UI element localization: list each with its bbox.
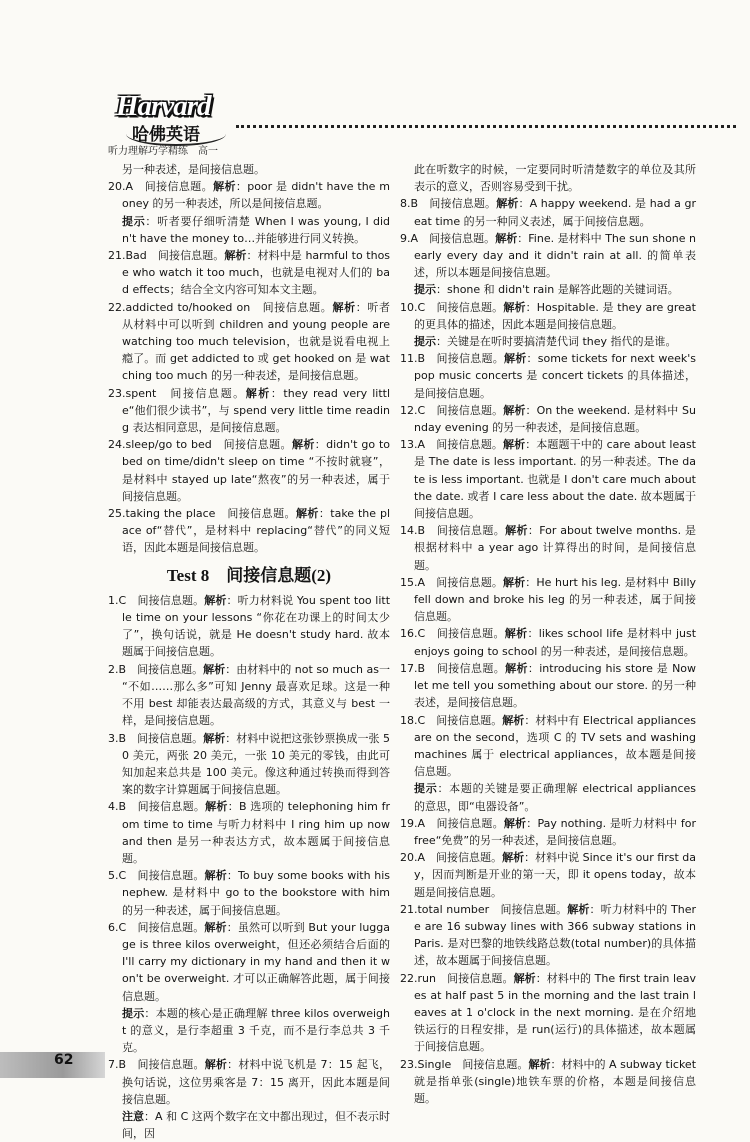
answer-item (400, 230, 696, 282)
item-type: 间接信息题。 (137, 662, 204, 676)
item-number: 5.C (108, 869, 127, 883)
tip-text: ：本题的关键是要正确理解 electrical appliances 的意思，即“电器设备”。 (414, 782, 697, 813)
item-type: 间接信息题。 (170, 386, 246, 400)
item-explanation: ：B 选项的 telephoning him from time to time 与听力材料中 I ring him up now and then 是另一种表达方式，故本题属于间接信息题。 (122, 800, 391, 865)
item-explanation: ：听者从材料中可以听到 children and young people are watching too much television，也就是说看电视上瘾了。而 get addicted to 或 get hooked on 是 watching too much 的另一种表述，是间接信息题。 (122, 300, 391, 383)
answer-item (400, 625, 696, 659)
answer-item (400, 436, 696, 522)
answer-item (400, 815, 696, 849)
tip-keyword: 提示 (414, 782, 438, 796)
item-type: 间接信息题。 (436, 300, 504, 314)
answer-item (400, 901, 696, 970)
tip-note (108, 1108, 390, 1142)
logo-subtitle: 听力理解巧学精练 高一 (108, 146, 218, 157)
item-explanation: ：introducing his store 是 Now let me tell you something about our store. 的另一种表述，是间接信息题。 (414, 661, 697, 710)
item-number: 21.Bad (108, 249, 147, 263)
item-type: 间接信息题。 (137, 731, 204, 745)
tip-text: ：A 和 C 这两个数字在文中都出现过，但不表示时间，因 (122, 1109, 390, 1141)
answer-item (108, 299, 390, 385)
item-type: 间接信息题。 (436, 575, 503, 589)
item-explanation: ：本题题干中的 care about least 是 The date is less important. 的另一种表述。The date is less important. 也就是 I don't care much about the date. 或者 I care less about the date. 故本题属于间接信息题。 (414, 438, 697, 521)
item-number: 12.C (400, 403, 426, 417)
answer-item (108, 505, 390, 557)
item-type: 间接信息题。 (137, 593, 205, 607)
item-number: 11.B (400, 352, 426, 366)
item-type: 间接信息题。 (436, 661, 506, 675)
answer-item (108, 247, 390, 299)
item-number: 20.A (108, 180, 134, 194)
answer-item (108, 867, 390, 919)
item-explanation: ：some tickets for next week's pop music concerts 是 concert tickets 的具体描述，是间接信息题。 (414, 352, 697, 400)
item-number: 23.Single (400, 1057, 452, 1071)
answer-item (108, 178, 390, 212)
analysis-keyword: 解析 (504, 627, 528, 641)
answer-item (400, 402, 696, 436)
item-number: 18.C (400, 713, 426, 727)
item-explanation: ：由材料中的 not so much as一 “不如……那么多”可知 Jenny 最喜欢足球。这是一种不用 best 却能表达最高级的方式，其意义与 best 一样，是间接信息题。 (122, 662, 391, 728)
item-explanation: ：poor 是 didn't have the money 的另一种表述，所以是间接信息题。 (122, 180, 391, 211)
item-explanation: ：材料中有 Electrical appliances are on the second，选项 C 的 TV sets and washing machines 属于 electrical appliances，故本题是间接信息题。 (414, 713, 697, 779)
item-number: 9.A (400, 231, 419, 245)
analysis-keyword: 解析 (245, 386, 271, 400)
analysis-keyword: 解析 (513, 971, 536, 985)
item-number: 22.run (400, 971, 436, 985)
answer-item (108, 436, 390, 505)
analysis-keyword: 解析 (503, 300, 526, 314)
item-type: 间接信息题。 (157, 249, 225, 263)
analysis-keyword: 解析 (528, 1057, 551, 1071)
item-type: 间接信息题。 (223, 438, 292, 452)
answer-item (400, 299, 696, 333)
item-type: 间接信息题。 (436, 851, 503, 865)
tip-keyword: 提示 (122, 214, 146, 228)
item-type: 间接信息题。 (436, 403, 504, 417)
item-explanation: ：材料中是 harmful to those who watch it too much，也就是电视对人们的 bad effects；结合全文内容可知本文主题。 (122, 249, 391, 297)
item-type: 间接信息题。 (137, 800, 206, 814)
answer-item (400, 1056, 696, 1108)
harvard-logo (108, 88, 232, 158)
analysis-keyword: 解析 (504, 352, 527, 366)
item-explanation: ：For about twelve months. 是根据材料中 a year ago 计算得出的时间，是间接信息题。 (414, 524, 697, 572)
item-explanation: ：材料中说把这张钞票换成一张 50 美元，两张 20 美元，一张 10 美元的零钱，由此可知加起来总共是 100 美元。像这种通过转换而得到答案的数字计算题属于间接信息题。 (122, 731, 391, 797)
item-number: 8.B (400, 197, 419, 211)
item-number: 10.C (400, 300, 426, 314)
page-number-band (0, 1052, 105, 1078)
analysis-keyword: 解析 (203, 662, 226, 676)
item-number: 21.total number (400, 902, 490, 916)
item-explanation: ：听力材料说 You spent too little time on your lessons “你花在功课上的时间太少了”，换句话说，就是 He doesn't study hard. 故本题属于间接信息题。 (122, 593, 391, 659)
item-type: 间接信息题。 (436, 713, 503, 727)
tip-note (400, 333, 696, 350)
item-type: 间接信息题。 (436, 352, 505, 366)
analysis-keyword: 解析 (502, 851, 525, 865)
continued-text-content: 另一种表述，是间接信息题。 (122, 163, 265, 176)
analysis-keyword: 解析 (496, 197, 519, 211)
answer-item (108, 1056, 390, 1108)
analysis-keyword: 解析 (204, 593, 227, 607)
item-explanation: ：Hospitable. 是 they are great 的更具体的描述，因此本题是间接信息题。 (414, 300, 696, 331)
right-column (400, 161, 696, 1107)
analysis-keyword: 解析 (332, 300, 356, 314)
tip-keyword: 注意 (122, 1109, 145, 1123)
item-explanation: ：To buy some books with his nephew. 是材料中 go to the bookstore with him 的另一种表述，属于间接信息题。 (122, 869, 391, 917)
item-explanation: ：He hurt his leg. 是材料中 Billy fell down and broke his leg 的另一种表述，属于间接信息题。 (414, 575, 697, 624)
item-number: 3.B (108, 731, 127, 745)
item-explanation: ：Fine. 是材料中 The sun shone nearly every day and it didn't rain at all. 的简单表述，所以本题是间接信息题。 (414, 231, 697, 280)
tip-keyword: 提示 (414, 283, 436, 297)
answer-item (108, 592, 390, 661)
item-explanation: ：likes school life 是材料中 just enjoys going to school 的另一种表述，是间接信息题。 (414, 627, 697, 658)
continued-text (108, 161, 390, 178)
item-type: 间接信息题。 (436, 438, 503, 452)
logo-chinese-title: 哈佛英语 (132, 125, 200, 145)
analysis-keyword: 解析 (495, 231, 518, 245)
item-number: 4.B (108, 800, 127, 814)
item-type: 间接信息题。 (462, 1057, 529, 1071)
answer-item (400, 195, 696, 229)
left-column (108, 161, 390, 1142)
item-type: 间接信息题。 (137, 920, 205, 934)
answer-item (108, 919, 390, 1005)
item-explanation: ：听力材料中的 There are 16 subway lines with 366 subway stations in Paris. 是对巴黎的地铁线路总数(total number)的具体描述，故本题属于间接信息题。 (414, 902, 697, 968)
item-explanation: ：they read very little“他们很少读书”，与 spend very little time reading 表达相同意思，是间接信息题。 (122, 386, 391, 435)
item-number: 17.B (400, 661, 426, 675)
item-explanation: ：材料中说飞机是 7：15 起飞，换句话说，这位男乘客是 7：15 离开，因此本题是间接信息题。 (122, 1058, 391, 1106)
page-header (108, 88, 748, 160)
answer-item (400, 350, 696, 402)
logo-wordmark: Harvard (116, 90, 211, 122)
item-number: 7.B (108, 1058, 127, 1072)
tip-note (400, 281, 696, 298)
analysis-keyword: 解析 (503, 403, 526, 417)
item-number: 6.C (108, 920, 127, 934)
item-type: 间接信息题。 (436, 816, 504, 830)
answer-item (400, 522, 696, 574)
item-number: 2.B (108, 662, 127, 676)
analysis-keyword: 解析 (502, 438, 526, 452)
item-type: 间接信息题。 (436, 524, 506, 538)
answer-item (400, 660, 696, 712)
tip-note (108, 1005, 390, 1057)
analysis-keyword: 解析 (503, 575, 526, 589)
item-explanation: ：A happy weekend. 是 had a great time 的另一种同义表述，属于间接信息题。 (414, 197, 697, 228)
tip-text: ：本题的核心是正确理解 three kilos overweight 的意义，是行李超重 3 千克，而不是行李总共 3 千克。 (122, 1006, 391, 1055)
item-explanation: ：虽然可以听到 But your luggage is three kilos overweight，但还必须结合后面的 I'll carry my dictionary in my hand and then it won't be overweight. 才可以正确解答此题，属于间接信息题。 (122, 920, 391, 1003)
analysis-keyword: 解析 (503, 816, 527, 830)
answer-item (400, 574, 696, 626)
item-number: 19.A (400, 816, 426, 830)
answer-item (108, 730, 390, 799)
answer-item (400, 970, 696, 1056)
item-explanation: ：On the weekend. 是材料中 Sunday evening 的另一种表述，是间接信息题。 (414, 403, 697, 435)
tip-note (108, 213, 390, 247)
analysis-keyword: 解析 (224, 249, 247, 263)
tip-text: ：shone 和 didn't rain 是解答此题的关键词语。 (436, 283, 679, 297)
tip-note (400, 780, 696, 814)
answer-item (108, 385, 390, 437)
item-number: 23.spent (108, 386, 157, 400)
item-number: 20.A (400, 851, 426, 865)
analysis-keyword: 解析 (204, 920, 227, 934)
item-number: 22.addicted to/hooked on (108, 300, 251, 314)
item-explanation: ：Pay nothing. 是听力材料中 for free“免费”的另一种表述，是间接信息题。 (414, 816, 697, 847)
analysis-keyword: 解析 (567, 902, 590, 916)
answer-item (400, 849, 696, 901)
item-type: 间接信息题。 (429, 197, 497, 211)
item-type: 间接信息题。 (137, 1058, 205, 1072)
item-explanation: ：take the place of“替代”，是材料中 replacing“替代”的同义短语，因此本题是间接信息题。 (122, 507, 391, 555)
tip-text: ：关键是在听时要搞清楚代词 they 指代的是谁。 (436, 335, 677, 349)
item-explanation: ：didn't go to bed on time/didn't sleep on time “不按时就寝”，是材料中 stayed up late“熬夜”的另一种表述，属于间接信息题。 (122, 438, 391, 503)
continued-text (400, 161, 696, 195)
item-explanation: ：材料中的 The first train leaves at half past 5 in the morning and the last train leaves at 1 o'clock in the next morning. 是在介绍地铁运行的日程安排，是 run(运行)的具体描述，故本题属于间接信息题。 (414, 971, 697, 1054)
analysis-keyword: 解析 (204, 1058, 228, 1072)
header-dotted-rule (236, 125, 736, 128)
item-explanation: ：材料中说 Since it's our first day，因而判断是开业的第一天，即 it opens today，故本题是间接信息题。 (414, 851, 697, 899)
page-number: 62 (54, 1052, 74, 1068)
item-number: 14.B (400, 524, 426, 538)
analysis-keyword: 解析 (205, 800, 228, 814)
analysis-keyword: 解析 (291, 438, 315, 452)
tip-keyword: 提示 (414, 335, 436, 349)
item-number: 16.C (400, 627, 426, 641)
item-type: 间接信息题。 (447, 971, 514, 985)
item-type: 间接信息题。 (429, 231, 496, 245)
item-type: 间接信息题。 (436, 627, 505, 641)
item-type: 间接信息题。 (262, 300, 333, 314)
answer-item (400, 712, 696, 781)
analysis-keyword: 解析 (213, 180, 236, 194)
analysis-keyword: 解析 (203, 731, 226, 745)
item-type: 间接信息题。 (137, 869, 205, 883)
item-type: 间接信息题。 (500, 902, 568, 916)
tip-keyword: 提示 (122, 1006, 145, 1020)
answer-item (108, 661, 390, 730)
item-number: 1.C (108, 593, 127, 607)
item-number: 15.A (400, 575, 426, 589)
continued-text-content: 此在听数字的时候，一定要同时听清楚数字的单位及其所表示的意义，否则容易受到干扰。 (414, 163, 696, 194)
analysis-keyword: 解析 (505, 661, 528, 675)
item-number: 24.sleep/go to bed (108, 438, 212, 452)
section-heading: Test 8 间接信息题(2) (166, 565, 332, 585)
item-type: 间接信息题。 (144, 180, 214, 194)
item-explanation: ：材料中的 A subway ticket 就是指单张(single)地铁车票的价格，本题是间接信息题。 (414, 1057, 697, 1105)
item-type: 间接信息题。 (227, 507, 296, 521)
tip-text: ：听者要仔细听清楚 When I was young, I didn't have the money to…并能够进行同义转换。 (122, 214, 390, 245)
analysis-keyword: 解析 (295, 507, 319, 521)
item-number: 25.taking the place (108, 507, 216, 521)
item-number: 13.A (400, 438, 426, 452)
analysis-keyword: 解析 (505, 524, 528, 538)
analysis-keyword: 解析 (502, 713, 525, 727)
analysis-keyword: 解析 (204, 869, 227, 883)
answer-item (108, 798, 390, 867)
